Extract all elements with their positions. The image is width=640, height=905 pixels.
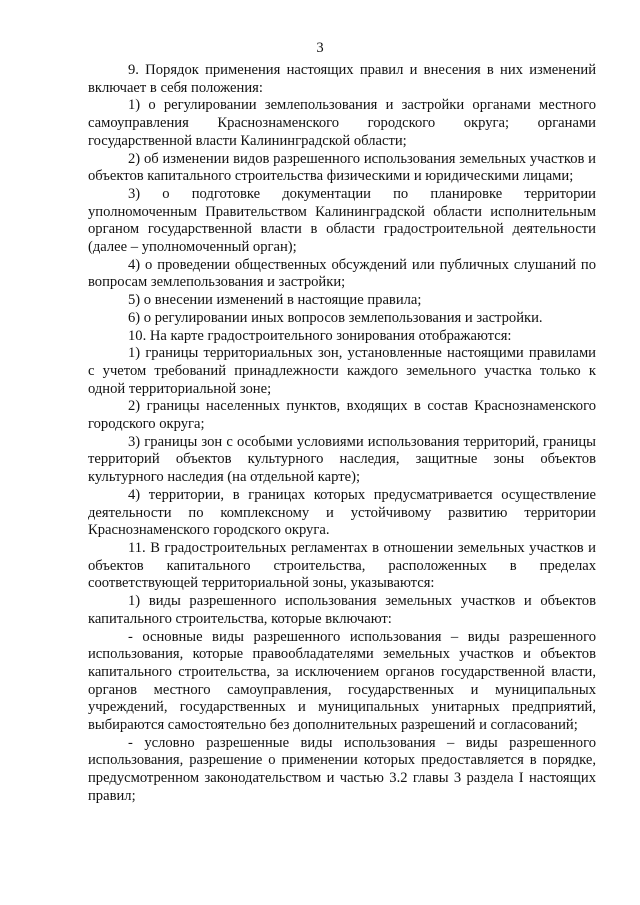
list-item-10-2: 2) границы населенных пунктов, входящих в состав Краснознаменского городского округа; (88, 398, 596, 433)
list-item-10-4: 4) территории, в границах которых предусматривается осуществление деятельности по комплексному и устойчивому развитию территории Краснознаменского городского округа. (88, 486, 596, 539)
list-item-10-1: 1) границы территориальных зон, установленные настоящими правилами с учетом требований принадлежности каждого земельного участка только к одной территориальной зоне; (88, 345, 596, 397)
paragraph-10-intro: 10. На карте градостроительного зонирования отображаются: (128, 327, 512, 344)
paragraph-9-intro: 9. Порядок применения настоящих правил и внесения в них изменений включает в себя положения: (88, 62, 596, 96)
dash-item-main-uses: - основные виды разрешенного использования – виды разрешенного использования, которые правообладателями земельных участков и объектов капитального строительства, за исключением органов государственной власти, органов местного самоуправления, государственных и муниципальных учреждений, государственных и муниципальных унитарных предприятий, выбираются самостоятельно без дополнительных разрешений и согласований; (88, 628, 596, 734)
page-number: 3 (316, 40, 324, 56)
document-body (88, 62, 596, 806)
list-item-10-3: 3) границы зон с особыми условиями использования территорий, границы территорий объектов культурного наследия, защитные зоны объектов культурного наследия (на отдельной карте); (88, 433, 596, 486)
list-item-9-6: 6) о регулировании иных вопросов землепользования и застройки. (128, 309, 543, 326)
list-item-9-3: 3) о подготовке документации по планировке территории уполномоченным Правительством Калининградской области исполнительным органом государственной власти в области градостроительной деятельности (далее – уполномоченный орган); (88, 185, 596, 256)
list-item-11-1: 1) виды разрешенного использования земельных участков и объектов капитального строительства, которые включают: (88, 593, 596, 627)
list-item-9-1: 1) о регулировании землепользования и застройки органами местного самоуправления Краснознаменского городского округа; органами государственной власти Калининградской области; (88, 97, 596, 149)
list-item-9-4: 4) о проведении общественных обсуждений или публичных слушаний по вопросам землепользования и застройки; (88, 256, 596, 291)
list-item-9-2: 2) об изменении видов разрешенного использования земельных участков и объектов капитального строительства физическими и юридическими лицами; (88, 150, 596, 185)
list-item-9-5: 5) о внесении изменений в настоящие правила; (128, 292, 422, 309)
paragraph-11-intro: 11. В градостроительных регламентах в отношении земельных участков и объектов капитального строительства, расположенных в пределах соответствующей территориальной зоны, указываются: (88, 539, 596, 592)
dash-item-conditional-uses: - условно разрешенные виды использования – виды разрешенного использования, разрешение о применении которых предоставляется в порядке, предусмотренном законодательством и частью 3.2 главы 3 раздела I настоящих правил; (88, 734, 596, 804)
